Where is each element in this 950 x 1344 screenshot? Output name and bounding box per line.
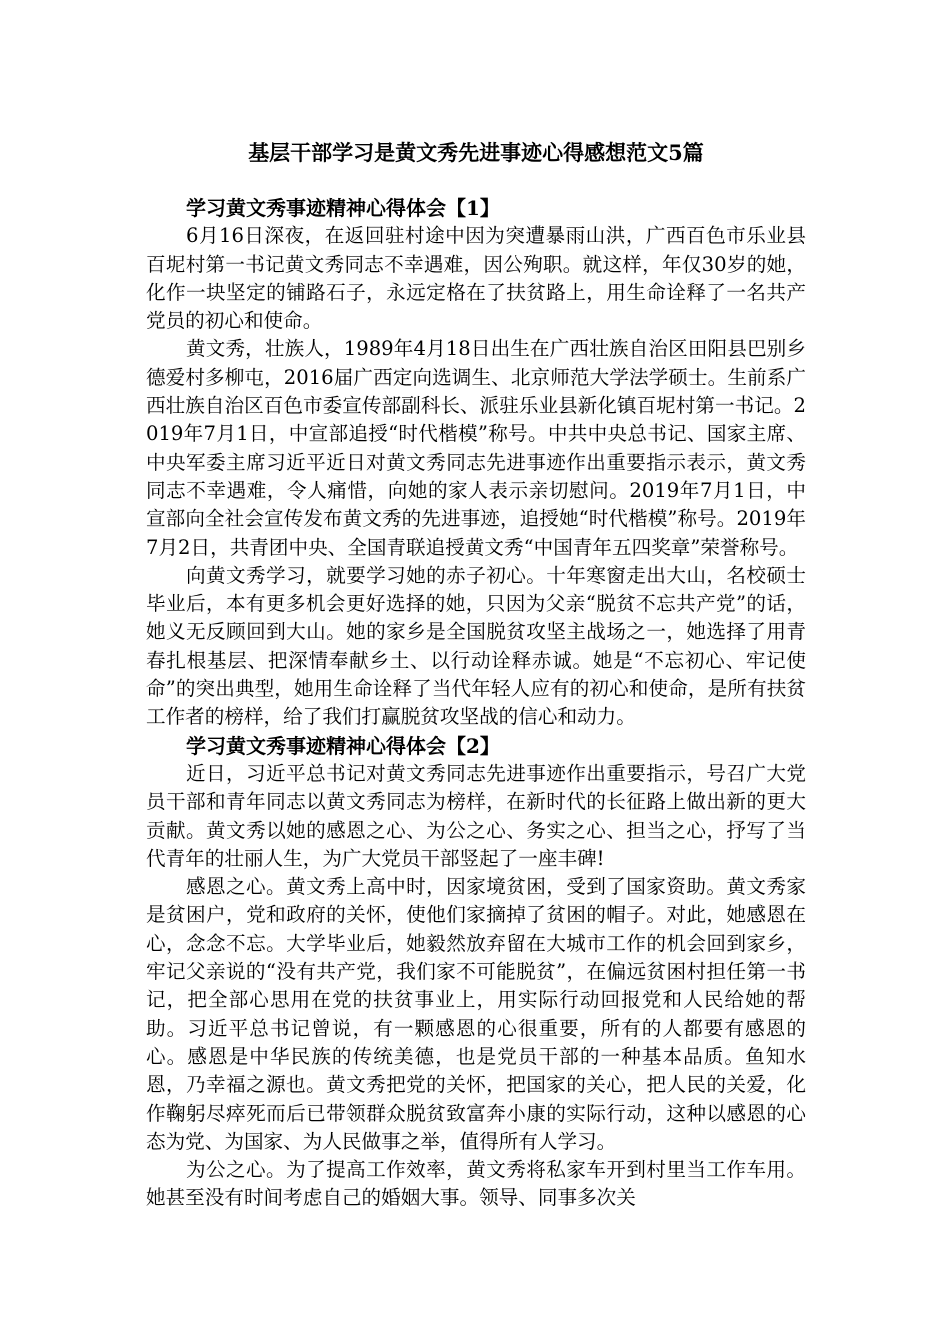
paragraph: 向黄文秀学习，就要学习她的赤子初心。十年寒窗走出大山，名校硕士毕业后，本有更多机会更好选择的她，只因为父亲“脱贫不忘共产党”的话，她义无反顾回到大山。她的家乡是全国脱贫攻坚主战场之一，她选择了用青春扎根基层、把深情奉献乡土、以行动诠释赤诚。她是“不忘初心、牢记使命”的突出典型，她用生命诠释了当代年轻人应有的初心和使命，是所有扶贫工作者的榜样，给了我们打赢脱贫攻坚战的信心和动力。 xyxy=(146,563,806,729)
section-heading: 学习黄文秀事迹精神心得体会【1】 xyxy=(186,196,500,220)
paragraph: 近日，习近平总书记对黄文秀同志先进事迹作出重要指示，号召广大党员干部和青年同志以黄文秀同志为榜样，在新时代的长征路上做出新的更大贡献。黄文秀以她的感恩之心、为公之心、务实之心、担当之心，抒写了当代青年的壮丽人生，为广大党员干部竖起了一座丰碑! xyxy=(146,761,806,870)
section-1 xyxy=(146,194,806,732)
document-title: 基层干部学习是黄文秀先进事迹心得感想范文5篇 xyxy=(248,140,704,165)
section-heading: 学习黄文秀事迹精神心得体会【2】 xyxy=(186,733,500,758)
paragraph: 黄文秀，壮族人，1989年4月18日出生在广西壮族自治区田阳县巴别乡德爱村多柳屯，2016届广西定向选调生、北京师范大学法学硕士。生前系广西壮族自治区百色市委宣传部副科长、派驻乐业县新化镇百坭村第一书记。2019年7月1日，中宣部追授“时代楷模”称号。中共中央总书记、国家主席、中央军委主席习近平近日对黄文秀同志先进事迹作出重要指示表示，黄文秀同志不幸遇难，令人痛惜，向她的家人表示亲切慰问。2019年7月1日，中宣部向全社会宣传发布黄文秀的先进事迹，追授她“时代楷模”称号。2019年7月2日，共青团中央、全国青联追授黄文秀“中国青年五四奖章”荣誉称号。 xyxy=(146,337,806,559)
section-2 xyxy=(146,732,806,1213)
paragraph: 感恩之心。黄文秀上高中时，因家境贫困，受到了国家资助。黄文秀家是贫困户，党和政府的关怀，使他们家摘掉了贫困的帽子。对此，她感恩在心，念念不忘。大学毕业后，她毅然放弃留在大城市工作的机会回到家乡，牢记父亲说的“没有共产党，我们家不可能脱贫”，在偏远贫困村担任第一书记，把全部心思用在党的扶贫事业上，用实际行动回报党和人民给她的帮助。习近平总书记曾说，有一颗感恩的心很重要，所有的人都要有感恩的心。感恩是中华民族的传统美德，也是党员干部的一种基本品质。鱼知水恩，乃幸福之源也。黄文秀把党的关怀，把国家的关心，把人民的关爱，化作鞠躬尽瘁死而后已带领群众脱贫致富奔小康的实际行动，这种以感恩的心态为党、为国家、为人民做事之举，值得所有人学习。 xyxy=(146,875,806,1153)
paragraph: 6月16日深夜，在返回驻村途中因为突遭暴雨山洪，广西百色市乐业县百坭村第一书记黄文秀同志不幸遇难，因公殉职。就这样，年仅30岁的她，化作一块坚定的铺路石子，永远定格在了扶贫路上，用生命诠释了一名共产党员的初心和使命。 xyxy=(146,224,806,333)
paragraph: 为公之心。为了提高工作效率，黄文秀将私家车开到村里当工作车用。她甚至没有时间考虑自己的婚姻大事。领导、同事多次关 xyxy=(146,1158,806,1210)
document-page xyxy=(146,138,806,1213)
